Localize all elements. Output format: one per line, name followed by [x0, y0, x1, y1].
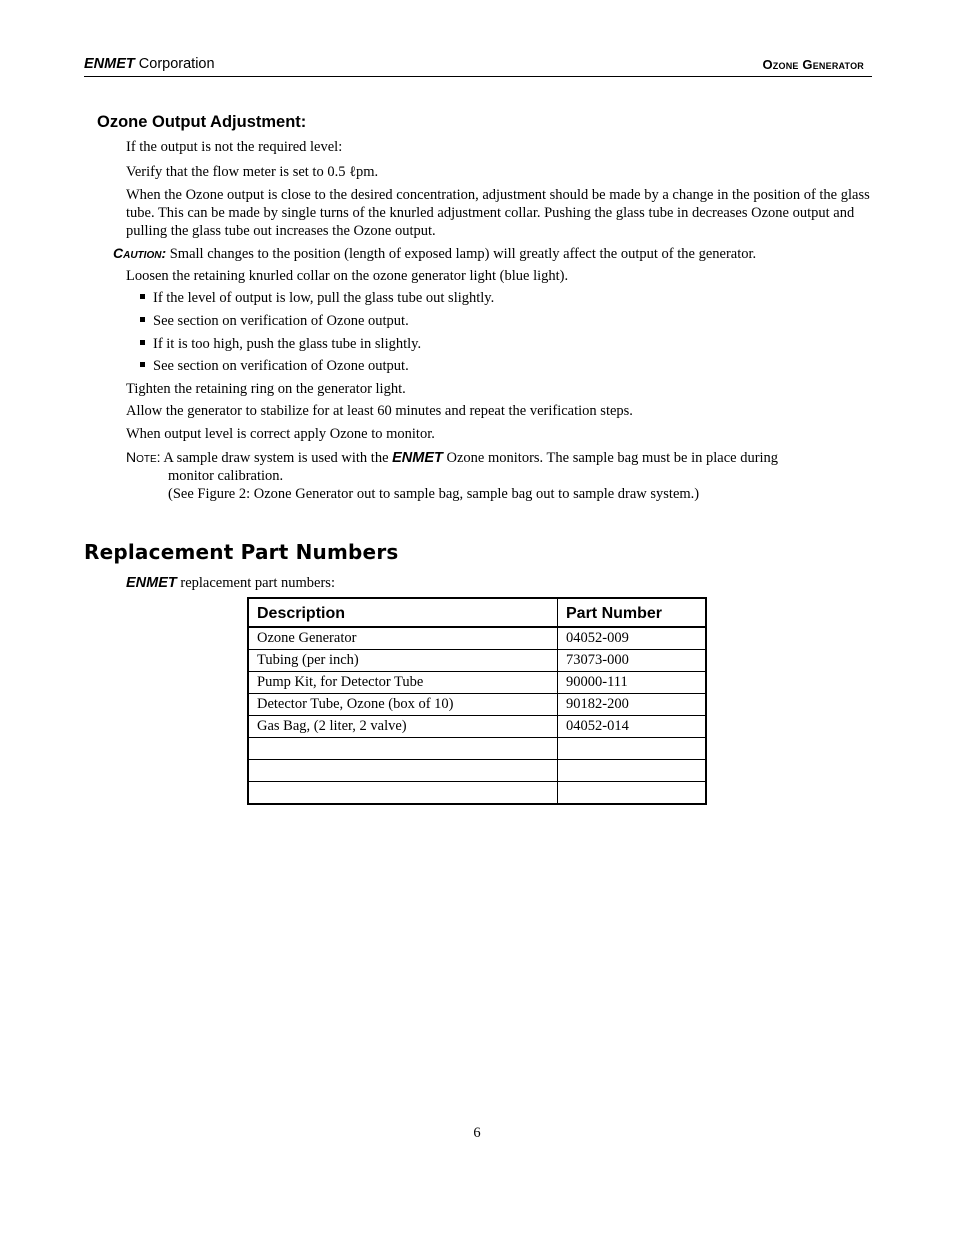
note-line-3: (See Figure 2: Ozone Generator out to sample bag, sample bag out to sample draw system.) — [168, 486, 700, 502]
cell-part-number: 90182-200 — [558, 694, 707, 716]
bullet-square-icon — [140, 340, 145, 345]
table-row — [248, 782, 706, 805]
cell-part-number — [558, 738, 707, 760]
paragraph-3: When the Ozone output is close to the desired concentration, adjustment should be made by a change in the position of the glass tube. This can be made by single turns of the knurled adjustment collar. Pushing the glass tube in decreases Ozone output and pulling the glass tube out increases the Ozone output. — [126, 187, 870, 239]
cell-description: Tubing (per inch) — [248, 650, 558, 672]
bullet-square-icon — [140, 362, 145, 367]
paragraph-6: Allow the generator to stabilize for at least 60 minutes and repeat the verification steps. — [126, 403, 633, 419]
page-number: 6 — [473, 1125, 481, 1141]
paragraph-4: Loosen the retaining knurled collar on the ozone generator light (blue light). — [126, 268, 569, 284]
section-title: Ozone Output Adjustment: — [97, 113, 307, 131]
column-header-part-number: Part Number — [558, 598, 707, 627]
bullet-square-icon — [140, 294, 145, 299]
table-row — [248, 760, 706, 782]
bullet-item — [140, 335, 421, 353]
parts-heading: Replacement Part Numbers — [84, 540, 399, 564]
table-row — [248, 650, 706, 672]
parts-intro-brand: ENMET — [126, 575, 177, 591]
cell-description: Ozone Generator — [248, 627, 558, 650]
caution-text: Small changes to the position (length of exposed lamp) will greatly affect the output of the generator. — [166, 246, 757, 262]
bullet-text: If it is too high, push the glass tube in slightly. — [153, 336, 422, 352]
page-header — [84, 56, 872, 77]
column-header-description: Description — [248, 598, 558, 627]
cell-description — [248, 782, 558, 805]
caution-paragraph — [113, 244, 873, 263]
table-row — [248, 672, 706, 694]
header-brand: ENMET — [84, 56, 135, 72]
bullet-text: See section on verification of Ozone output. — [153, 313, 409, 329]
paragraph-1: If the output is not the required level: — [126, 139, 343, 155]
note-line-2: monitor calibration. — [168, 468, 284, 484]
cell-part-number: 73073-000 — [558, 650, 707, 672]
table-row — [248, 694, 706, 716]
table-row — [248, 738, 706, 760]
header-company-suffix: Corporation — [134, 56, 215, 72]
cell-part-number: 04052-014 — [558, 716, 707, 738]
paragraph-7: When output level is correct apply Ozone to monitor. — [126, 426, 435, 442]
note-post: Ozone monitors. The sample bag must be in place during — [442, 450, 779, 466]
cell-description — [248, 738, 558, 760]
bullet-text: If the level of output is low, pull the glass tube out slightly. — [153, 290, 495, 306]
cell-description: Pump Kit, for Detector Tube — [248, 672, 558, 694]
bullet-item — [140, 312, 409, 330]
parts-intro — [126, 574, 335, 592]
cell-description: Gas Bag, (2 liter, 2 valve) — [248, 716, 558, 738]
bullet-square-icon — [140, 317, 145, 322]
cell-description: Detector Tube, Ozone (box of 10) — [248, 694, 558, 716]
header-doc-title: Ozone Generator — [762, 57, 864, 72]
parts-intro-text: replacement part numbers: — [176, 575, 335, 591]
table-row — [248, 716, 706, 738]
bullet-item — [140, 357, 409, 375]
note-pre: A sample draw system is used with the — [160, 450, 393, 466]
caution-label: Caution: — [113, 245, 167, 261]
bullet-text: See section on verification of Ozone output. — [153, 358, 409, 374]
cell-part-number: 04052-009 — [558, 627, 707, 650]
note-brand: ENMET — [392, 450, 443, 466]
table-row — [248, 627, 706, 650]
paragraph-5: Tighten the retaining ring on the generator light. — [126, 381, 406, 397]
note-label: Note: — [126, 449, 161, 465]
cell-part-number — [558, 782, 707, 805]
cell-description — [248, 760, 558, 782]
parts-table — [247, 597, 707, 805]
header-company — [84, 56, 215, 72]
cell-part-number — [558, 760, 707, 782]
bullet-item — [140, 289, 494, 307]
note-paragraph — [126, 448, 872, 503]
table-header-row — [248, 598, 706, 627]
cell-part-number: 90000-111 — [558, 672, 707, 694]
paragraph-2: Verify that the flow meter is set to 0.5 ℓpm. — [126, 164, 379, 180]
